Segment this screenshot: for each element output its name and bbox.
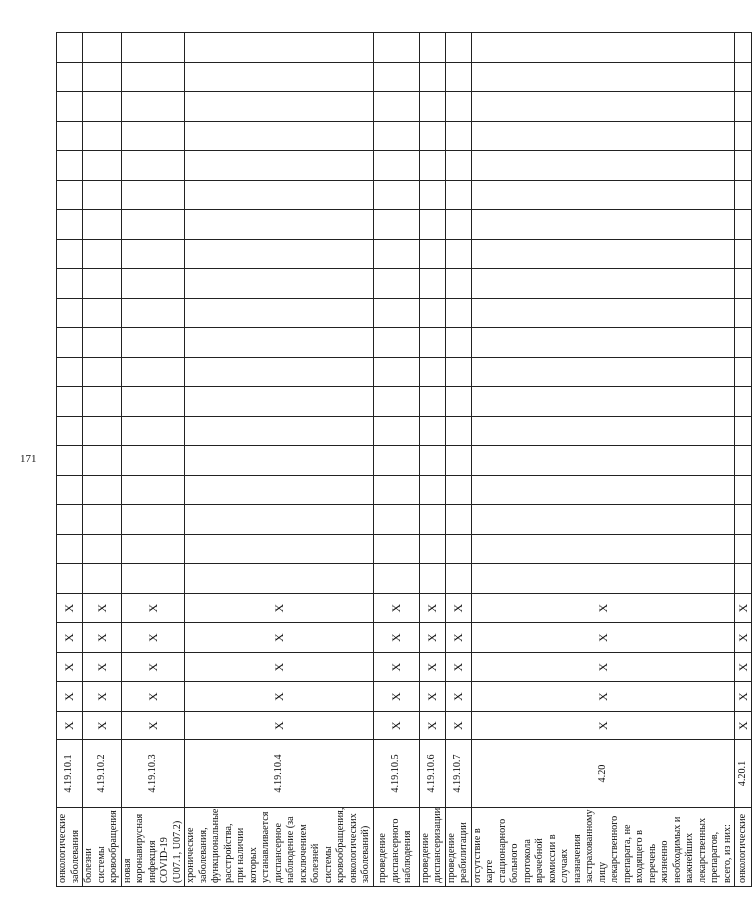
mark-x: X (83, 623, 122, 653)
empty-cell (83, 328, 122, 358)
top-scan-line (0, 0, 640, 2)
empty-cell (185, 564, 374, 594)
empty-cell (185, 92, 374, 122)
empty-cell (445, 33, 471, 63)
empty-cell (185, 387, 374, 417)
empty-cell (735, 180, 752, 210)
empty-cell (419, 33, 445, 63)
table-row (471, 33, 735, 887)
empty-cell (419, 416, 445, 446)
empty-cell (83, 534, 122, 564)
empty-cell (735, 239, 752, 269)
mark-x: X (185, 652, 374, 682)
empty-cell (419, 62, 445, 92)
mark-x: X (57, 682, 83, 712)
empty-cell (373, 62, 419, 92)
table-row (419, 33, 445, 887)
empty-cell (735, 33, 752, 63)
mark-x: X (185, 623, 374, 653)
empty-cell (373, 446, 419, 476)
empty-cell (83, 269, 122, 299)
row-code: 4.19.10.7 (445, 740, 471, 807)
mark-x: X (83, 652, 122, 682)
empty-cell (121, 475, 185, 505)
empty-cell (419, 446, 445, 476)
mark-x: X (121, 623, 185, 653)
empty-cell (185, 357, 374, 387)
empty-cell (419, 505, 445, 535)
empty-cell (83, 505, 122, 535)
empty-cell (83, 180, 122, 210)
table-row (57, 33, 83, 887)
empty-cell (185, 298, 374, 328)
page-number: 171 (20, 453, 37, 465)
empty-cell (445, 210, 471, 240)
empty-cell (735, 475, 752, 505)
empty-cell (419, 534, 445, 564)
empty-cell (121, 298, 185, 328)
mark-x: X (419, 682, 445, 712)
empty-cell (57, 564, 83, 594)
empty-cell (445, 121, 471, 151)
table-row (445, 33, 471, 887)
empty-cell (83, 62, 122, 92)
empty-cell (185, 475, 374, 505)
row-name: проведение диспансерного наблюдения (373, 807, 419, 886)
empty-cell (57, 62, 83, 92)
empty-cell (373, 357, 419, 387)
empty-cell (373, 534, 419, 564)
row-code: 4.20.1 (735, 740, 752, 807)
empty-cell (471, 210, 735, 240)
empty-cell (83, 151, 122, 181)
empty-cell (735, 534, 752, 564)
mark-x: X (419, 623, 445, 653)
empty-cell (185, 33, 374, 63)
empty-cell (185, 121, 374, 151)
empty-cell (471, 357, 735, 387)
row-name: онкологические заболевания (57, 807, 83, 886)
empty-cell (419, 92, 445, 122)
empty-cell (57, 446, 83, 476)
empty-cell (471, 121, 735, 151)
empty-cell (419, 180, 445, 210)
row-code: 4.20 (471, 740, 735, 807)
mark-x: X (445, 593, 471, 623)
empty-cell (57, 475, 83, 505)
mark-x: X (373, 593, 419, 623)
empty-cell (83, 92, 122, 122)
mark-x: X (121, 711, 185, 740)
mark-x: X (471, 593, 735, 623)
empty-cell (373, 151, 419, 181)
empty-cell (735, 416, 752, 446)
mark-x: X (185, 711, 374, 740)
empty-cell (57, 534, 83, 564)
empty-cell (471, 269, 735, 299)
empty-cell (83, 387, 122, 417)
empty-cell (445, 151, 471, 181)
empty-cell (373, 505, 419, 535)
row-code: 4.19.10.4 (185, 740, 374, 807)
empty-cell (445, 534, 471, 564)
empty-cell (83, 121, 122, 151)
empty-cell (121, 387, 185, 417)
empty-cell (185, 446, 374, 476)
empty-cell (185, 210, 374, 240)
empty-cell (735, 151, 752, 181)
empty-cell (471, 298, 735, 328)
empty-cell (445, 328, 471, 358)
empty-cell (185, 328, 374, 358)
empty-cell (373, 298, 419, 328)
empty-cell (735, 269, 752, 299)
row-code: 4.19.10.1 (57, 740, 83, 807)
empty-cell (373, 92, 419, 122)
mark-x: X (57, 593, 83, 623)
empty-cell (471, 328, 735, 358)
table-row (373, 33, 419, 887)
empty-cell (419, 210, 445, 240)
empty-cell (83, 446, 122, 476)
empty-cell (121, 180, 185, 210)
empty-cell (121, 121, 185, 151)
empty-cell (471, 446, 735, 476)
mark-x: X (735, 682, 752, 712)
mark-x: X (121, 593, 185, 623)
row-name: проведение реабилитации (445, 807, 471, 886)
empty-cell (445, 505, 471, 535)
empty-cell (83, 33, 122, 63)
row-code: 4.19.10.3 (121, 740, 185, 807)
row-code: 4.19.10.2 (83, 740, 122, 807)
empty-cell (57, 239, 83, 269)
mark-x: X (735, 711, 752, 740)
empty-cell (57, 387, 83, 417)
empty-cell (57, 33, 83, 63)
row-code: 4.19.10.6 (419, 740, 445, 807)
empty-cell (121, 239, 185, 269)
empty-cell (373, 269, 419, 299)
empty-cell (121, 269, 185, 299)
empty-cell (471, 180, 735, 210)
empty-cell (373, 416, 419, 446)
empty-cell (185, 151, 374, 181)
table-row (185, 33, 374, 887)
empty-cell (373, 210, 419, 240)
empty-cell (121, 446, 185, 476)
empty-cell (445, 239, 471, 269)
empty-cell (735, 505, 752, 535)
empty-cell (57, 92, 83, 122)
empty-cell (471, 92, 735, 122)
empty-cell (121, 151, 185, 181)
empty-cell (57, 121, 83, 151)
empty-cell (373, 475, 419, 505)
empty-cell (373, 180, 419, 210)
empty-cell (735, 210, 752, 240)
mark-x: X (57, 623, 83, 653)
empty-cell (735, 298, 752, 328)
mark-x: X (373, 652, 419, 682)
mark-x: X (185, 593, 374, 623)
mark-x: X (121, 682, 185, 712)
empty-cell (419, 475, 445, 505)
empty-cell (471, 475, 735, 505)
empty-cell (83, 357, 122, 387)
empty-cell (419, 151, 445, 181)
mark-x: X (735, 593, 752, 623)
mark-x: X (735, 623, 752, 653)
empty-cell (185, 534, 374, 564)
empty-cell (57, 505, 83, 535)
mark-x: X (373, 682, 419, 712)
mark-x: X (57, 711, 83, 740)
empty-cell (373, 328, 419, 358)
empty-cell (185, 416, 374, 446)
empty-cell (735, 62, 752, 92)
empty-cell (471, 564, 735, 594)
empty-cell (735, 387, 752, 417)
empty-cell (419, 564, 445, 594)
empty-cell (121, 357, 185, 387)
empty-cell (373, 121, 419, 151)
empty-cell (83, 239, 122, 269)
empty-cell (445, 564, 471, 594)
empty-cell (185, 62, 374, 92)
row-code: 4.19.10.5 (373, 740, 419, 807)
empty-cell (57, 416, 83, 446)
mark-x: X (419, 593, 445, 623)
empty-cell (445, 475, 471, 505)
empty-cell (121, 33, 185, 63)
empty-cell (419, 328, 445, 358)
empty-cell (419, 387, 445, 417)
empty-cell (471, 151, 735, 181)
empty-cell (57, 151, 83, 181)
empty-cell (419, 357, 445, 387)
empty-cell (471, 416, 735, 446)
empty-cell (445, 446, 471, 476)
row-name: онкологические (735, 807, 752, 886)
empty-cell (373, 387, 419, 417)
empty-cell (419, 239, 445, 269)
mark-x: X (419, 711, 445, 740)
empty-cell (121, 62, 185, 92)
empty-cell (121, 416, 185, 446)
empty-cell (57, 328, 83, 358)
empty-cell (57, 357, 83, 387)
empty-cell (445, 269, 471, 299)
empty-cell (471, 62, 735, 92)
empty-cell (57, 298, 83, 328)
empty-cell (419, 269, 445, 299)
empty-cell (121, 534, 185, 564)
empty-cell (83, 475, 122, 505)
empty-cell (57, 180, 83, 210)
empty-cell (185, 269, 374, 299)
table-row (83, 33, 122, 887)
empty-cell (471, 534, 735, 564)
row-name: новая коронавирусная инфекция COVID-19 (U07.1, U07.2) (121, 807, 185, 886)
mark-x: X (373, 711, 419, 740)
empty-cell (83, 416, 122, 446)
empty-cell (57, 269, 83, 299)
empty-cell (83, 210, 122, 240)
mark-x: X (471, 623, 735, 653)
empty-cell (735, 446, 752, 476)
row-name: болезни системы кровообращения (83, 807, 122, 886)
mark-x: X (735, 652, 752, 682)
mark-x: X (83, 682, 122, 712)
empty-cell (445, 357, 471, 387)
mark-x: X (471, 711, 735, 740)
empty-cell (445, 416, 471, 446)
empty-cell (83, 564, 122, 594)
mark-x: X (445, 711, 471, 740)
mark-x: X (373, 623, 419, 653)
empty-cell (445, 62, 471, 92)
data-table (56, 32, 752, 887)
mark-x: X (185, 682, 374, 712)
mark-x: X (445, 652, 471, 682)
empty-cell (185, 239, 374, 269)
empty-cell (373, 33, 419, 63)
mark-x: X (121, 652, 185, 682)
empty-cell (445, 92, 471, 122)
empty-cell (445, 387, 471, 417)
empty-cell (121, 505, 185, 535)
table-body (57, 33, 752, 887)
empty-cell (471, 239, 735, 269)
empty-cell (121, 564, 185, 594)
empty-cell (185, 505, 374, 535)
empty-cell (121, 328, 185, 358)
mark-x: X (83, 593, 122, 623)
empty-cell (445, 180, 471, 210)
mark-x: X (83, 711, 122, 740)
rotated-table-sheet (56, 32, 750, 887)
empty-cell (471, 33, 735, 63)
mark-x: X (445, 623, 471, 653)
mark-x: X (419, 652, 445, 682)
empty-cell (57, 210, 83, 240)
empty-cell (373, 564, 419, 594)
empty-cell (735, 357, 752, 387)
table-row (121, 33, 185, 887)
row-name: отсутствие в карте стационарного больного протокола врачебной комиссии в случаях назначения застрахованному лицу лекарственного препарата, не входящего в перечень жизненно необходимых и важнейших лекарственных препаратов, всего, из них: (471, 807, 735, 886)
row-name: хронические заболевания, функциональные расстройства, при наличии которых устанавливается диспансерное наблюдение (за исключением болезней системы кровообращения, онкологических заболеваний) (185, 807, 374, 886)
empty-cell (419, 121, 445, 151)
empty-cell (735, 328, 752, 358)
empty-cell (373, 239, 419, 269)
mark-x: X (445, 682, 471, 712)
empty-cell (445, 298, 471, 328)
empty-cell (185, 180, 374, 210)
mark-x: X (471, 652, 735, 682)
mark-x: X (57, 652, 83, 682)
empty-cell (735, 121, 752, 151)
row-name: проведение диспансеризации (419, 807, 445, 886)
empty-cell (419, 298, 445, 328)
mark-x: X (471, 682, 735, 712)
empty-cell (471, 387, 735, 417)
empty-cell (121, 92, 185, 122)
empty-cell (735, 92, 752, 122)
empty-cell (471, 505, 735, 535)
table-row (735, 33, 752, 887)
empty-cell (735, 564, 752, 594)
empty-cell (121, 210, 185, 240)
empty-cell (83, 298, 122, 328)
